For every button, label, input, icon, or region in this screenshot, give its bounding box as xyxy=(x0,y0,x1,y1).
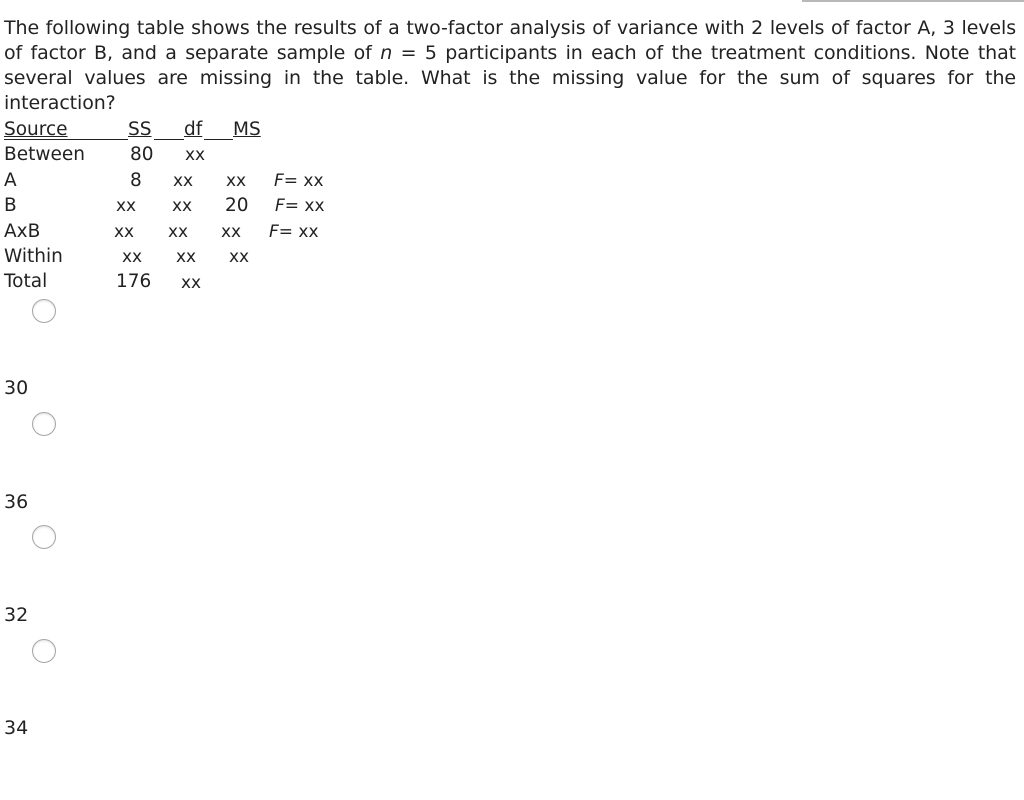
answer-option-34[interactable] xyxy=(0,638,300,748)
row-axb-f xyxy=(269,220,319,245)
answer-option-30[interactable] xyxy=(0,298,300,408)
option-label[interactable]: 34 xyxy=(4,717,29,739)
row-axb-ss: xx xyxy=(114,222,135,242)
option-label[interactable]: 30 xyxy=(4,377,29,399)
header-df: df xyxy=(184,119,203,140)
row-a-source: A xyxy=(4,170,17,191)
row-axb-df: xx xyxy=(168,222,189,242)
question-text-part-2: = 5 participants in each of the treatment conditions. Note that several values are missing in the table. What is the missing value for the sum of squares for the interaction? xyxy=(4,42,1016,114)
question-text-part-1: The following table shows the results of a two-factor analysis of variance with 2 levels of factor A, 3 levels of factor B, and a separate sample of xyxy=(4,17,1016,64)
row-total-ss: 176 xyxy=(116,271,152,292)
anova-table xyxy=(4,117,364,297)
row-axb-ms: xx xyxy=(221,222,242,242)
row-a-ss: 8 xyxy=(130,170,142,191)
row-a-ms: xx xyxy=(226,171,247,191)
header-ss: SS xyxy=(128,119,152,140)
header-underline-gap-2 xyxy=(204,139,233,140)
row-axb-source: AxB xyxy=(4,221,41,242)
radio-button[interactable] xyxy=(32,525,56,549)
row-b-source: B xyxy=(4,195,17,216)
variable-n: n xyxy=(380,42,393,64)
option-label[interactable]: 32 xyxy=(4,604,29,626)
row-total-df: xx xyxy=(181,273,202,293)
row-a-df: xx xyxy=(173,171,194,191)
header-source: Source xyxy=(4,119,68,140)
radio-button[interactable] xyxy=(32,639,56,663)
row-total-source: Total xyxy=(4,271,48,292)
answer-option-36[interactable] xyxy=(0,411,300,521)
row-within-ms: xx xyxy=(229,247,250,267)
row-within-ss: xx xyxy=(122,247,143,267)
row-b-f-value: = xx xyxy=(284,196,325,216)
row-between-source: Between xyxy=(4,144,85,165)
row-b-ms: 20 xyxy=(225,195,249,216)
row-b-ss: xx xyxy=(116,196,137,216)
row-b-f xyxy=(275,194,325,219)
f-symbol: F xyxy=(274,171,284,191)
row-within-df: xx xyxy=(176,247,197,267)
row-between-ss: 80 xyxy=(130,144,154,165)
row-a-f xyxy=(274,169,324,194)
radio-button[interactable] xyxy=(32,299,56,323)
row-axb-f-value: = xx xyxy=(278,222,319,242)
header-underline-gap-1 xyxy=(154,139,184,140)
header-underline xyxy=(4,139,128,140)
f-symbol: F xyxy=(275,196,285,216)
radio-button[interactable] xyxy=(32,412,56,436)
header-ms: MS xyxy=(233,119,261,140)
row-a-f-value: = xx xyxy=(283,171,324,191)
f-symbol: F xyxy=(269,222,279,242)
row-between-df: xx xyxy=(185,145,206,165)
option-label[interactable]: 36 xyxy=(4,491,29,513)
row-b-df: xx xyxy=(172,196,193,216)
row-within-source: Within xyxy=(4,246,63,267)
question-text xyxy=(4,16,1016,116)
answer-option-32[interactable] xyxy=(0,525,300,635)
top-divider xyxy=(802,0,1024,2)
